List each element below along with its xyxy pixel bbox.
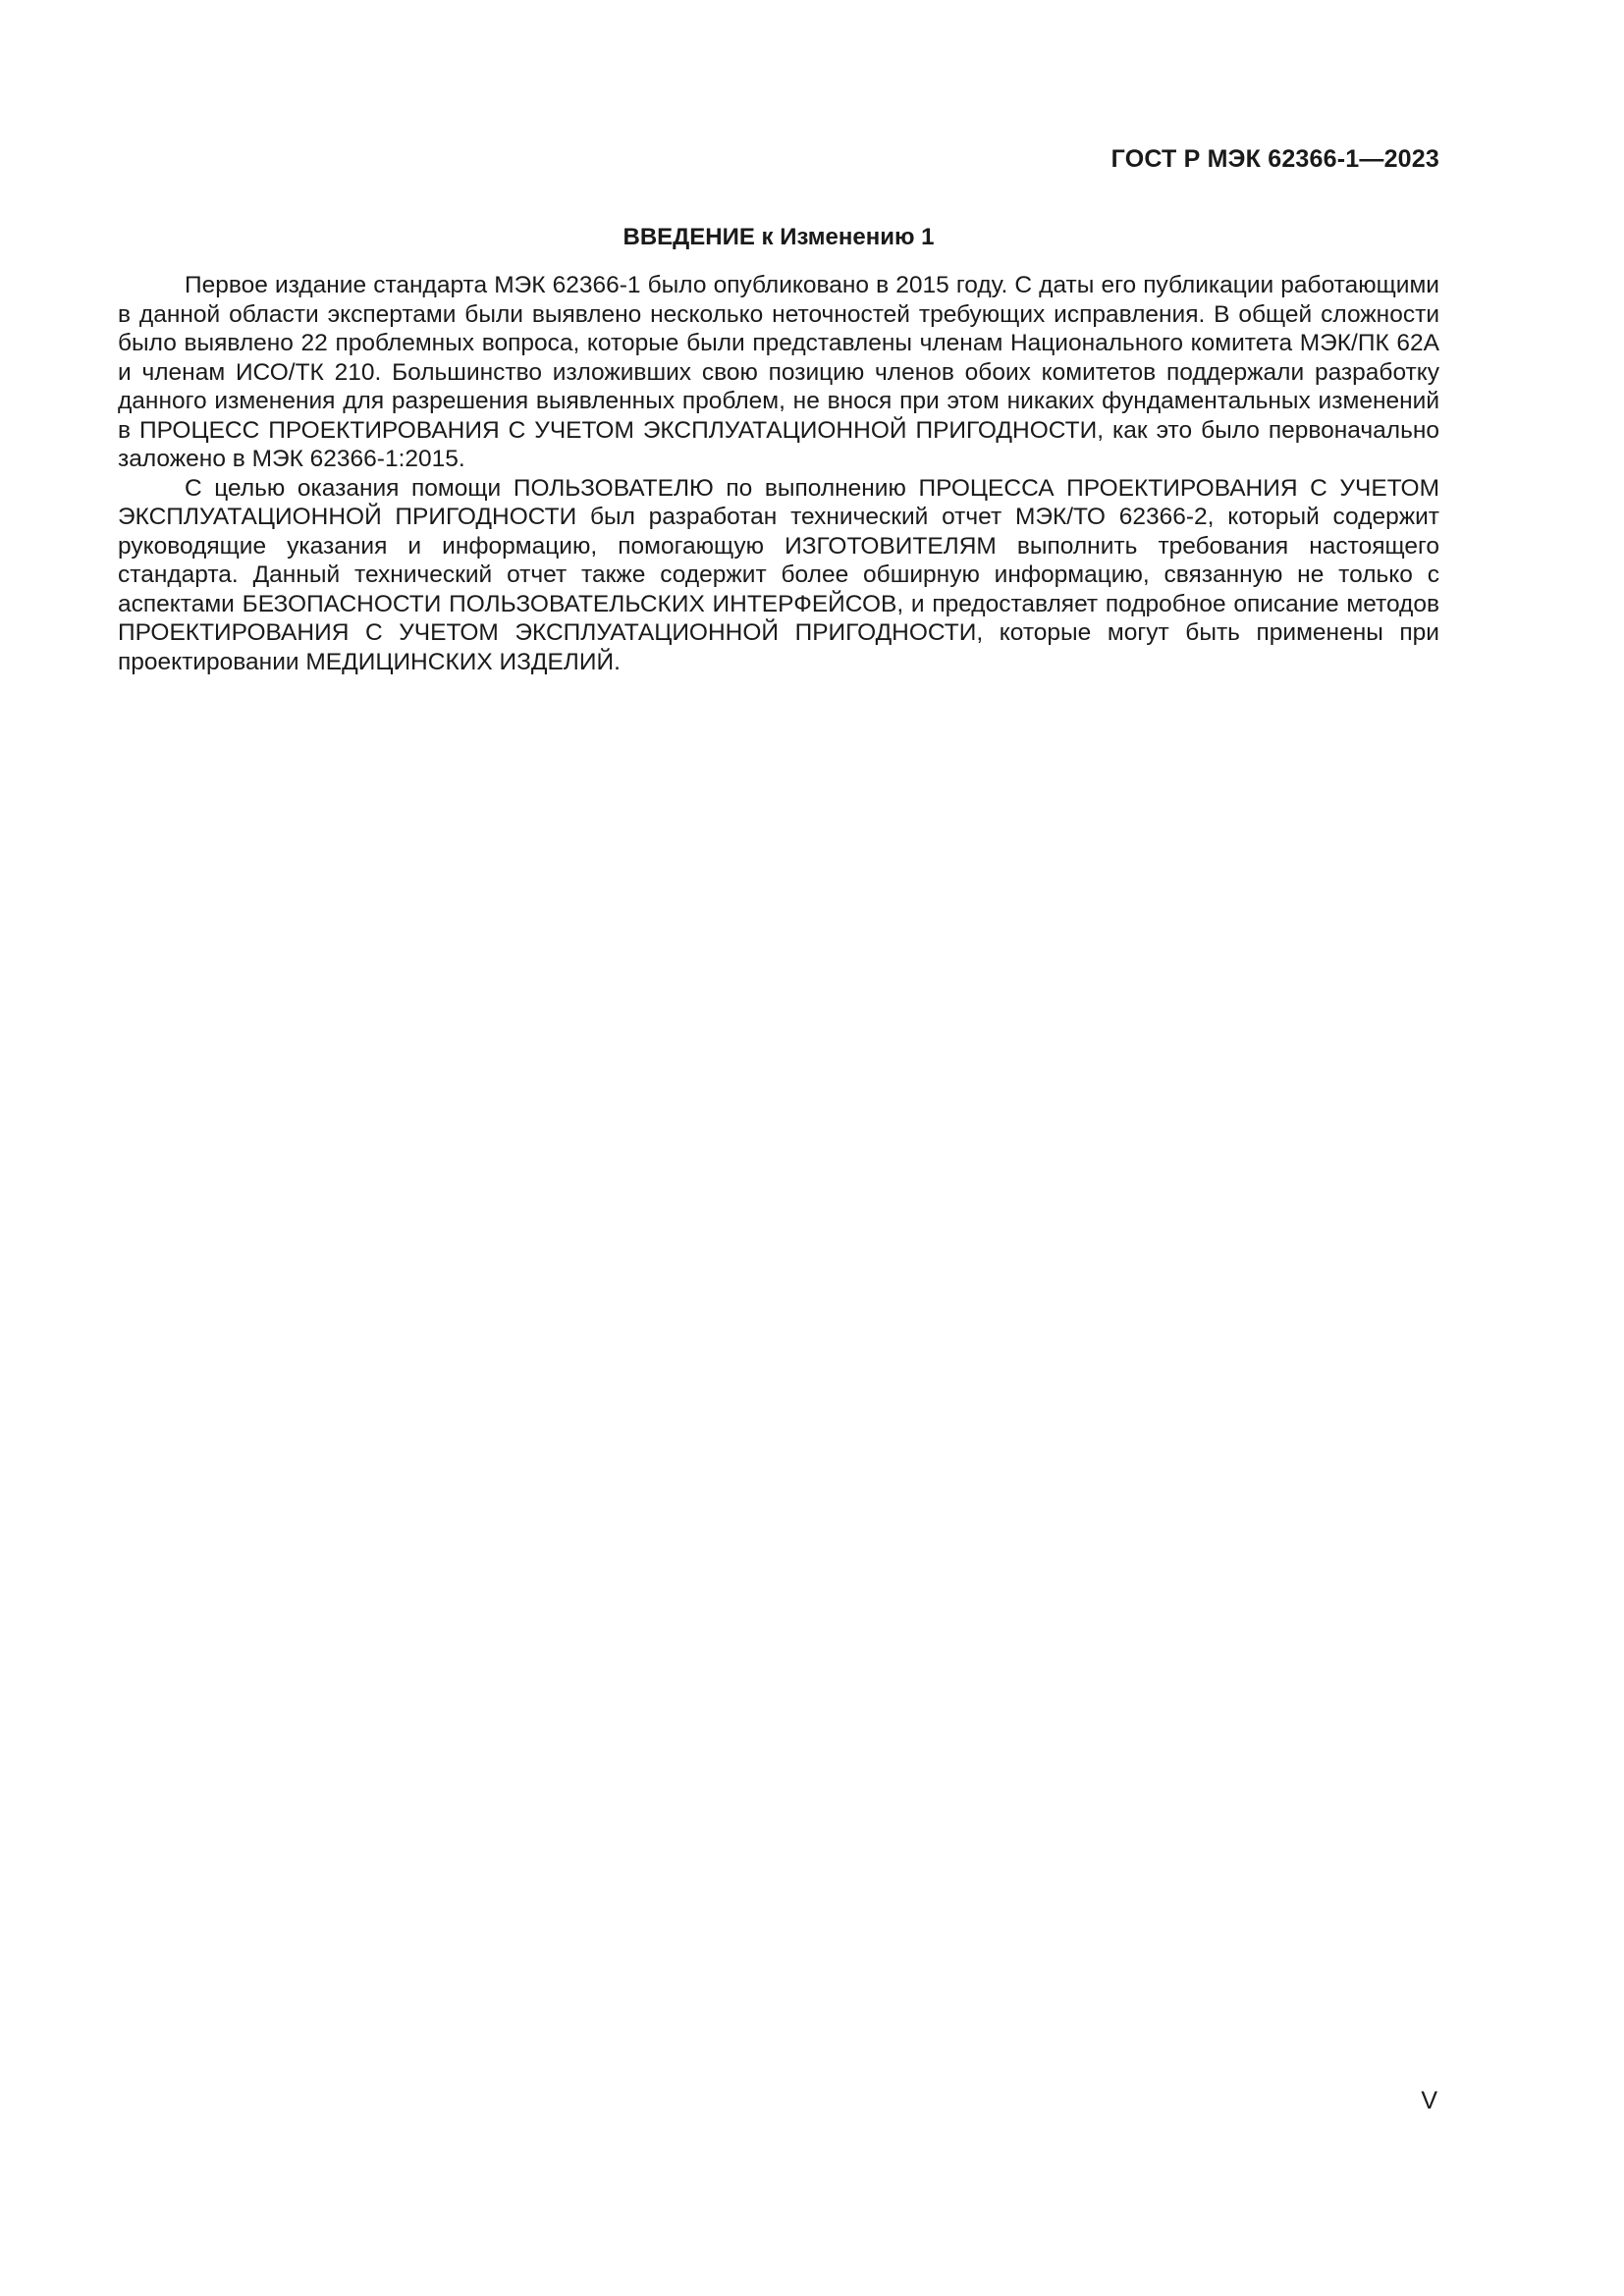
paragraph: С целью оказания помощи ПОЛЬЗОВАТЕЛЮ по выполнению ПРОЦЕССА ПРОЕКТИРОВАНИЯ С УЧЕТОМ ЭКСПЛУАТАЦИОННОЙ ПРИГОДНОСТИ был разработан технический отчет МЭК/ТО 62366-2, который содержит руководящие указания и информацию, помогающую ИЗГОТОВИТЕЛЯМ выполнить требования настоящего стандарта. Данный технический отчет также содержит более обширную информацию, связанную не только с аспектами БЕЗОПАСНОСТИ ПОЛЬЗОВАТЕЛЬСКИХ ИНТЕРФЕЙСОВ, и предоставляет подробное описание методов ПРОЕКТИРОВАНИЯ С УЧЕТОМ ЭКСПЛУАТАЦИОННОЙ ПРИГОДНОСТИ, которые могут быть применены при проектировании МЕДИЦИНСКИХ ИЗДЕЛИЙ. — [118, 474, 1439, 675]
section-title: ВВЕДЕНИЕ к Изменению 1 — [623, 224, 935, 250]
standard-designation: ГОСТ Р МЭК 62366-1—2023 — [1110, 145, 1439, 173]
page-number: V — [1421, 2087, 1437, 2114]
body-text — [118, 271, 1439, 676]
paragraph: Первое издание стандарта МЭК 62366-1 было опубликовано в 2015 году. С даты его публикации работающими в данной области экспертами были выявлено несколько неточностей требующих исправления. В общей сложности было выявлено 22 проблемных вопроса, которые были представлены членам Национального комитета МЭК/ПК 62А и членам ИСО/ТК 210. Большинство изложивших свою позицию членов обоих комитетов поддержали разработку данного изменения для разрешения выявленных проблем, не внося при этом никаких фундаментальных изменений в ПРОЦЕСС ПРОЕКТИРОВАНИЯ С УЧЕТОМ ЭКСПЛУАТАЦИОННОЙ ПРИГОДНОСТИ, как это было первоначально заложено в МЭК 62366-1:2015. — [118, 272, 1439, 472]
